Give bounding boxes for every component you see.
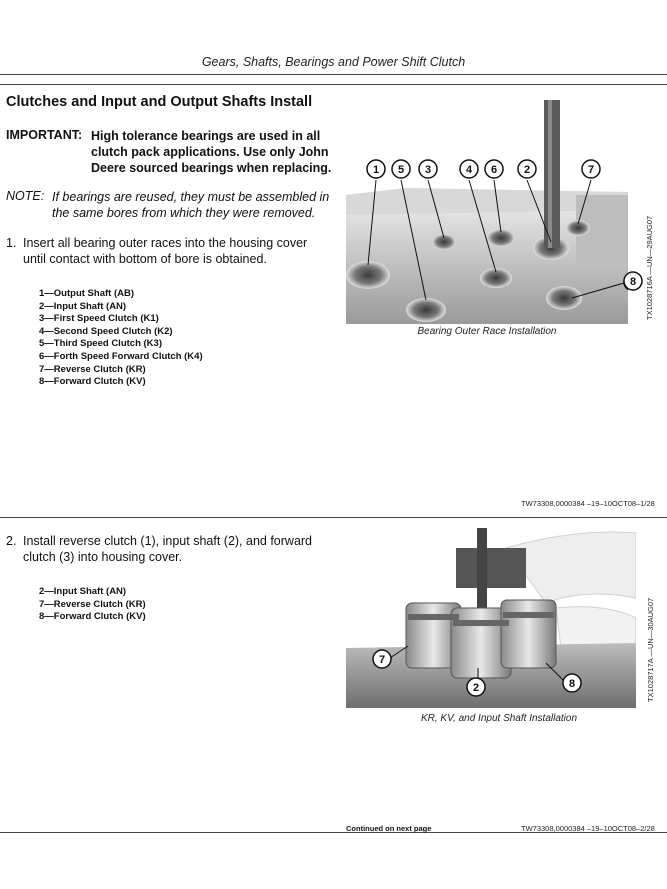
figure-1-caption: Bearing Outer Race Installation	[417, 326, 557, 337]
page-header: Gears, Shafts, Bearings and Power Shift Clutch	[201, 55, 466, 69]
callout-8-outer	[622, 270, 644, 297]
clutch-install-photo	[346, 528, 636, 708]
legend-item: 7—Reverse Clutch (KR)	[39, 363, 146, 375]
callout-4-label: 4	[465, 164, 473, 176]
callout-6-label: 6	[490, 164, 498, 176]
legend-item: 1—Output Shaft (AB)	[39, 288, 134, 299]
legend-list-2	[39, 586, 146, 624]
callout-3-label: 3	[424, 164, 432, 176]
continued-note: Continued on next page	[346, 824, 432, 833]
clutch-illustration	[346, 528, 636, 708]
figure-2-caption: KR, KV, and Input Shaft Installation	[420, 713, 578, 724]
figure-1-code: TX1028716A —UN—29AUG07	[645, 215, 654, 320]
section-title: Clutches and Input and Output Shafts Install	[6, 94, 313, 110]
section-divider	[0, 517, 667, 518]
step-1-text-line1: Insert all bearing outer races into the housing cover	[23, 236, 308, 250]
legend-item: 6—Forth Speed Forward Clutch (K4)	[39, 350, 203, 362]
callout-5-label: 5	[397, 164, 405, 176]
step-2	[6, 533, 346, 567]
callout-2-label: 2	[472, 682, 480, 694]
legend-item: 8—Forward Clutch (KV)	[39, 376, 146, 388]
step-1-number: 1.	[6, 236, 17, 250]
important-label: IMPORTANT:	[6, 128, 83, 142]
note-label: NOTE:	[6, 189, 45, 203]
legend-item: 3—First Speed Clutch (K1)	[39, 313, 159, 325]
callout-7-label: 7	[587, 164, 595, 176]
callout-7-label: 7	[378, 654, 386, 666]
legend-item: 5—Third Speed Clutch (K3)	[39, 338, 162, 350]
reference-1: TW73308,0000384 –19–10OCT08–1/28	[521, 499, 655, 508]
step-2-text-line2: clutch (3) into housing cover.	[23, 550, 183, 564]
legend-item: 2—Input Shaft (AN)	[39, 586, 127, 597]
legend-item: 2—Input Shaft (AN)	[39, 300, 127, 312]
callout-2-label: 2	[523, 164, 531, 176]
important-text: High tolerance bearings are used in all clutch pack applications. Use only John Deere sourced bearings when replacing.	[91, 129, 332, 175]
legend-item: 7—Reverse Clutch (KR)	[39, 598, 146, 610]
legend-item: 8—Forward Clutch (KV)	[39, 611, 146, 623]
note-text: If bearings are reused, they must be assembled in the same bores from which they were removed.	[52, 190, 330, 220]
step-1-text-line2: until contact with bottom of bore is obtained.	[23, 252, 267, 266]
section-top-rule	[0, 84, 667, 85]
reference-2: TW73308,0000384 –19–10OCT08–2/28	[521, 824, 655, 833]
callout-1-label: 1	[372, 164, 380, 176]
callout-8-label: 8	[568, 678, 576, 690]
figure-2-code: TX1028717A —UN—30AUG07	[646, 597, 655, 702]
step-2-text-line1: Install reverse clutch (1), input shaft (2), and forward	[23, 534, 313, 548]
housing-illustration	[346, 100, 628, 324]
header-rule	[0, 74, 667, 75]
callout-8-outer-label: 8	[629, 276, 637, 288]
legend-list-1	[39, 288, 203, 389]
bearing-race-photo	[346, 100, 628, 324]
legend-item: 4—Second Speed Clutch (K2)	[39, 325, 173, 337]
step-1	[6, 235, 346, 269]
step-2-number: 2.	[6, 534, 17, 548]
